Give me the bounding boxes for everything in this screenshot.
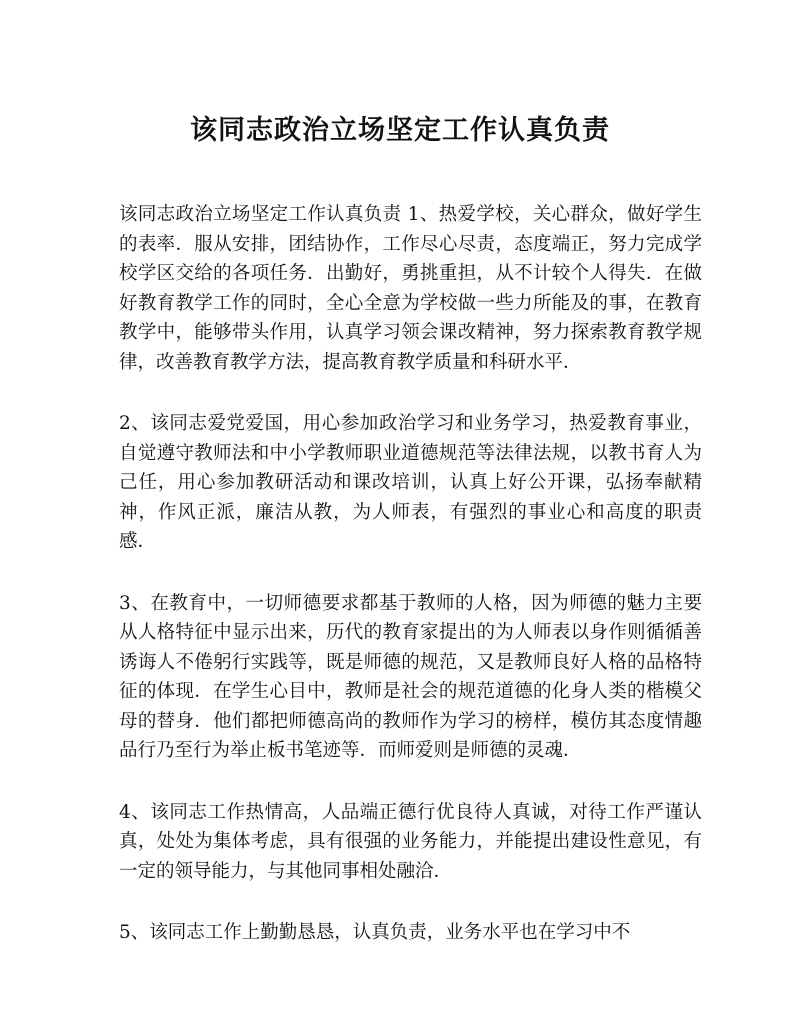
document-body xyxy=(119,200,702,980)
document-title: 该同志政治立场坚定工作认真负责 xyxy=(190,115,610,146)
paragraph-1: 该同志政治立场坚定工作认真负责 1、热爱学校，关心群众，做好学生的表率．服从安排，团结协作，工作尽心尽责，态度端正，努力完成学校学区交给的各项任务．出勤好，勇挑重担，从不计较个人得失．在做好教育教学工作的同时，全心全意为学校做一些力所能及的事，在教育教学中，能够带头作用，认真学习领会课改精神，努力探索教育教学规律，改善教育教学方法，提高教育教学质量和科研水平． xyxy=(119,204,702,373)
paragraph-4: 4、该同志工作热情高，人品端正德行优良待人真诚，对待工作严谨认真，处处为集体考虑，具有很强的业务能力，并能提出建设性意见，有一定的领导能力，与其他同事相处融洽． xyxy=(119,801,702,882)
paragraph-3: 3、在教育中，一切师德要求都基于教师的人格，因为师德的魅力主要从人格特征中显示出来，历代的教育家提出的为人师表以身作则循循善诱诲人不倦躬行实践等，既是师德的规范，又是教师良好人格的品格特征的体现．在学生心目中，教师是社会的规范道德的化身人类的楷模父母的替身．他们都把师德高尚的教师作为学习的榜样，模仿其态度情趣品行乃至行为举止板书笔迹等．而师爱则是师德的灵魂． xyxy=(119,592,702,761)
paragraph-5: 5、该同志工作上勤勤恳恳，认真负责，业务水平也在学习中不 xyxy=(119,922,631,943)
paragraph-2: 2、该同志爱党爱国，用心参加政治学习和业务学习，热爱教育事业，自觉遵守教师法和中小学教师职业道德规范等法律法规，以教书育人为己任，用心参加教研活动和课改培训，认真上好公开课，弘扬奉献精神，作风正派，廉洁从教，为人师表，有强烈的事业心和高度的职责感． xyxy=(119,413,702,552)
